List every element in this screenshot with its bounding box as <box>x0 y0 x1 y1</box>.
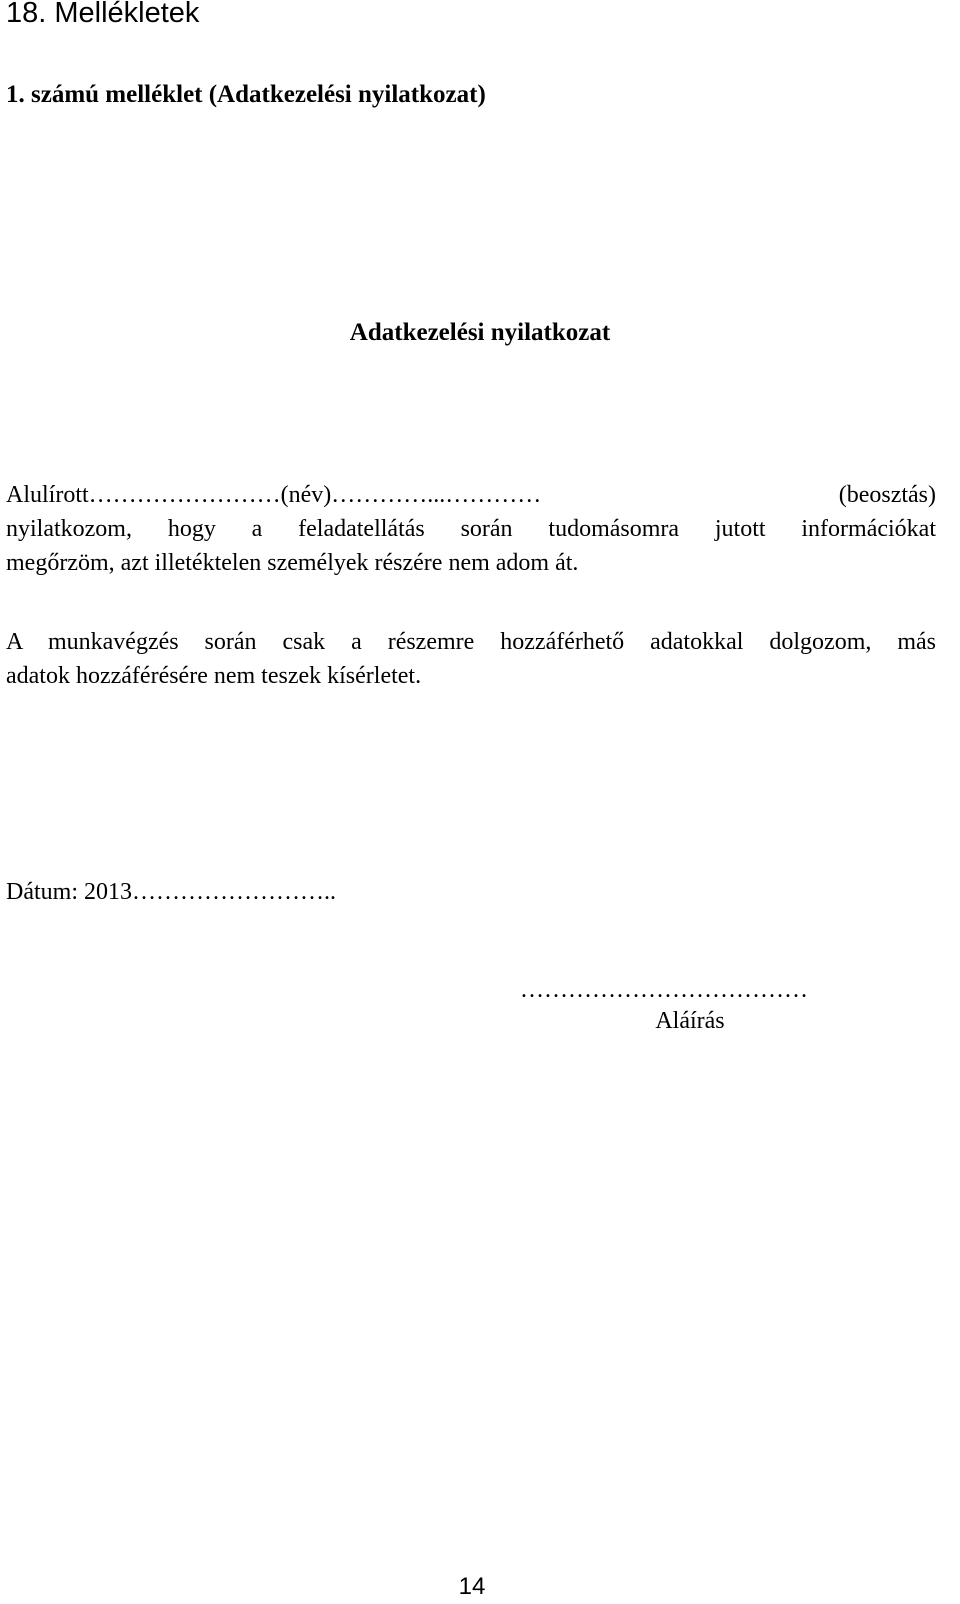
work-paragraph <box>6 625 936 693</box>
signature-label: Aláírás <box>655 1008 725 1034</box>
work-line-2: adatok hozzáférésére nem teszek kísérletet. <box>6 663 422 689</box>
declaration-line-2: nyilatkozom, hogy a feladatellátás során tudomásomra jutott információkat <box>6 516 936 542</box>
signature-line: ……………………………… <box>520 977 808 1003</box>
declaration-paragraph <box>6 478 936 580</box>
declaration-line-3: megőrzöm, azt illetéktelen személyek részére nem adom át. <box>6 550 579 576</box>
chapter-heading: 18. Mellékletek <box>6 0 200 29</box>
document-title: Adatkezelési nyilatkozat <box>349 319 611 346</box>
annex-heading: 1. számú melléklet (Adatkezelési nyilatkozat) <box>6 81 486 108</box>
date-line: Dátum: 2013…………………….. <box>6 879 336 905</box>
declaration-line-name-position: Alulírott……………………(név)…………...………… (beosztás) <box>6 482 936 508</box>
page-number: 14 <box>458 1573 486 1600</box>
work-line-1: A munkavégzés során csak a részemre hozzáférhető adatokkal dolgozom, más <box>6 629 936 655</box>
